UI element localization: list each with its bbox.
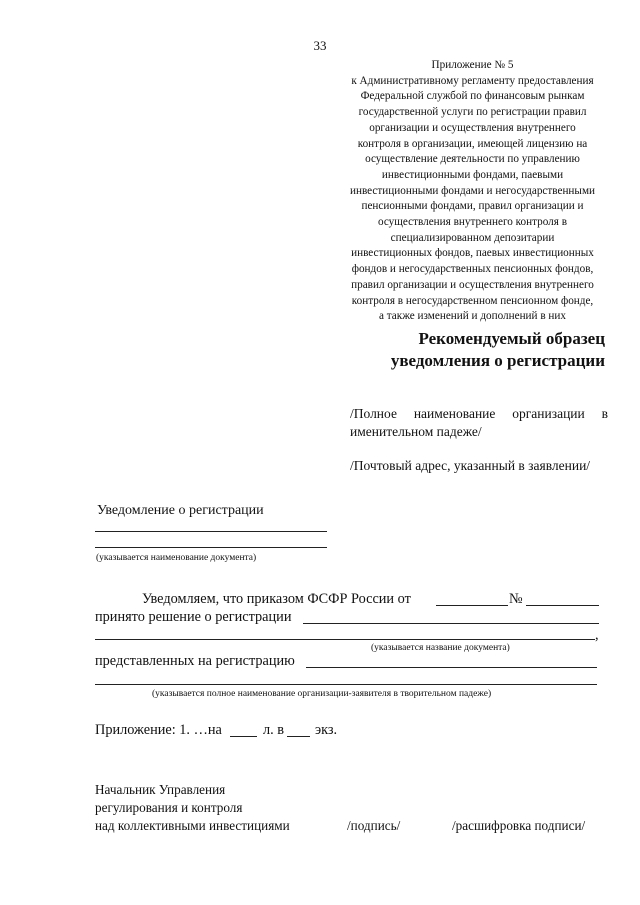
- appendix-line: инвестиционных фондов, паевых инвестиционных: [351, 247, 594, 260]
- addressee-name-placeholder: /Полное наименование организации в именительном падеже/: [350, 406, 608, 439]
- signatory-position: [95, 781, 290, 835]
- attachment-prefix: Приложение: 1. …на: [95, 722, 222, 738]
- doc-name-hint: (указывается наименование документа): [96, 553, 257, 563]
- doc-title-line: [95, 639, 595, 640]
- doc-title-hint: (указывается название документа): [371, 643, 510, 653]
- submitted-text: представленных на регистрацию: [95, 653, 295, 669]
- position-line1: Начальник Управления: [95, 782, 226, 797]
- position-line3: над коллективными инвестициями: [95, 818, 290, 833]
- sample-title: [330, 328, 605, 372]
- signature-placeholder: /подпись/: [347, 818, 401, 833]
- appendix-line: осуществления внутреннего контроля в: [377, 216, 567, 229]
- position-line2: регулирования и контроля: [95, 800, 243, 815]
- appendix-line: контроля в негосударственном пенсионном фонде,: [351, 294, 594, 307]
- order-number-line: [526, 605, 599, 606]
- submitted-line: [306, 667, 597, 668]
- sample-title-line1: Рекомендуемый образец: [418, 329, 605, 348]
- page-number: 33: [313, 38, 327, 53]
- doc-name-line: [95, 531, 327, 532]
- order-date-line: [436, 605, 508, 606]
- appendix-line: фондов и негосударственных пенсионных фондов,: [351, 263, 594, 276]
- comma: ,: [595, 627, 599, 643]
- appendix-line: правил организации и осуществления внутреннего: [351, 278, 594, 291]
- appendix-description: [330, 74, 615, 325]
- appendix-line: Федеральной службой по финансовым рынкам: [360, 90, 585, 103]
- attachment-sheets: л. в: [263, 722, 285, 738]
- applicant-line: [95, 684, 597, 685]
- applicant-hint: (указывается полное наименование организации-заявителя в творительном падеже): [152, 689, 492, 699]
- attachment-copies: экз.: [315, 722, 338, 738]
- appendix-line: организации и осуществления внутреннего: [369, 121, 576, 134]
- addressee-address-placeholder: /Почтовый адрес, указанный в заявлении/: [350, 458, 591, 473]
- appendix-line: к Административному регламенту предоставления: [351, 74, 594, 87]
- signature-decoding-placeholder: /расшифровка подписи/: [452, 818, 586, 833]
- notice-sentence-start: Уведомляем, что приказом ФСФР России от: [142, 591, 411, 607]
- appendix-line: инвестиционными фондами, паевыми: [381, 168, 564, 181]
- appendix-header: [330, 58, 615, 325]
- appendix-heading: Приложение № 5: [431, 59, 514, 71]
- attachment-sheets-line: [230, 736, 257, 737]
- sample-title-line2: уведомления о регистрации: [390, 351, 605, 370]
- appendix-line: осуществление деятельности по управлению: [365, 153, 580, 166]
- decision-text: принято решение о регистрации: [95, 609, 292, 625]
- notice-label: Уведомление о регистрации: [97, 503, 264, 518]
- appendix-line: пенсионными фондами, правил организации и: [361, 200, 584, 213]
- decision-line: [303, 623, 599, 624]
- attachment-copies-line: [287, 736, 310, 737]
- doc-name-line: [95, 547, 327, 548]
- appendix-line: контроля в организации, имеющей лицензию на: [357, 137, 588, 150]
- number-sign: №: [509, 591, 523, 607]
- appendix-line: государственной услуги по регистрации правил: [358, 106, 587, 119]
- appendix-line: специализированном депозитарии: [390, 231, 555, 244]
- appendix-line: инвестиционными фондами и негосударственными: [349, 184, 596, 197]
- appendix-line: а также изменений и дополнений в них: [379, 310, 566, 323]
